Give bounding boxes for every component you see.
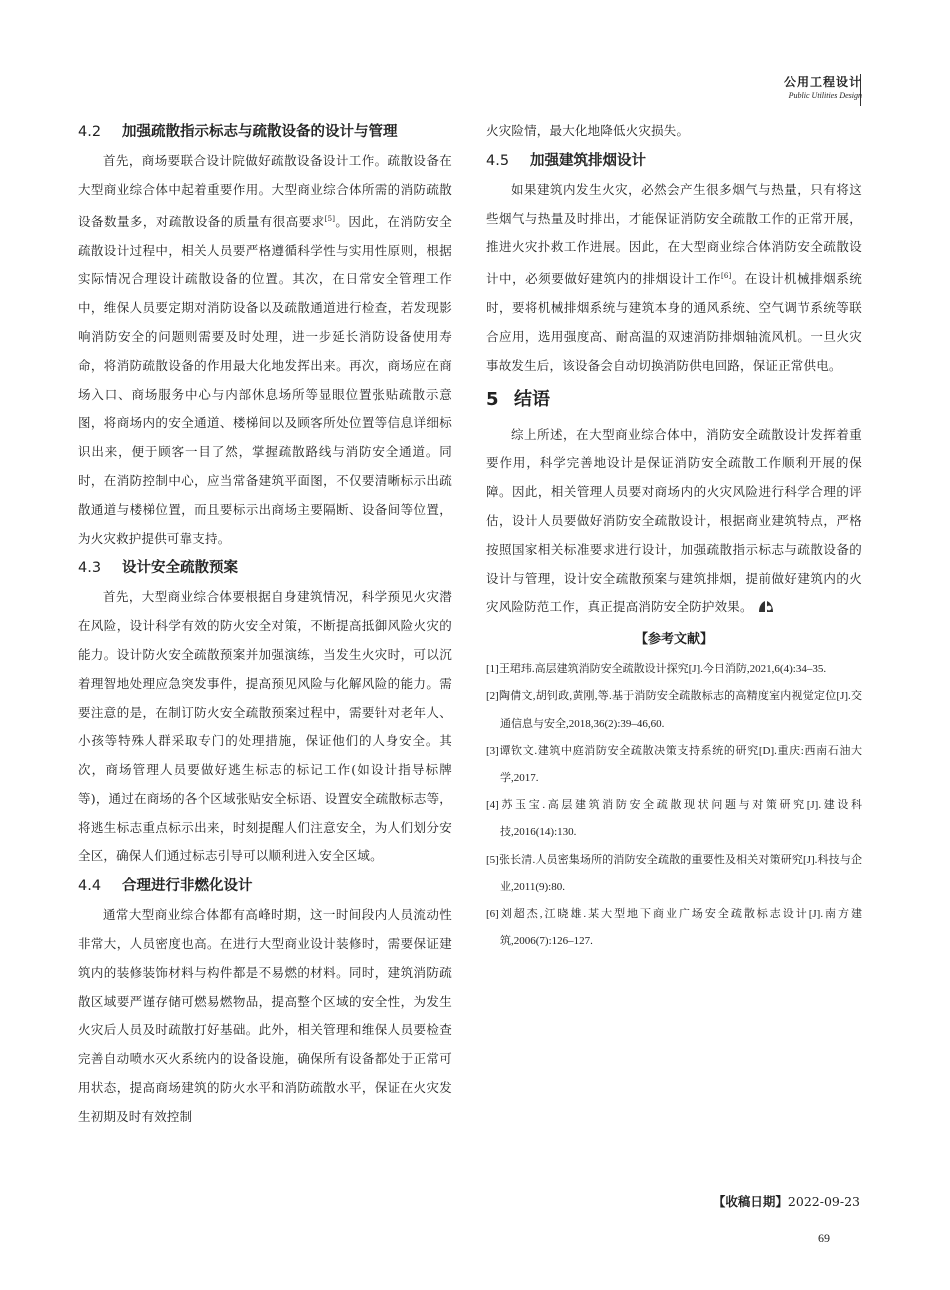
journal-title-cn: 公用工程设计 xyxy=(783,75,862,89)
section-heading-4-2 xyxy=(78,117,452,147)
section-heading-4-3 xyxy=(78,553,452,583)
paragraph-text: 首先，商场要联合设计院做好疏散设备设计工作。疏散设备在大型商业综合体中起着重要作用。大型商业综合体所需的消防疏散设备数量多，对疏散设备的质量有很高要求 xyxy=(78,153,452,229)
citation: [6] xyxy=(720,272,732,281)
section-heading-5 xyxy=(486,383,862,417)
received-value: 2022-09-23 xyxy=(787,1194,860,1209)
references-title: 【参考文献】 xyxy=(634,632,713,648)
paragraph-text: 综上所述，在大型商业综合体中，消防安全疏散设计发挥着重要作用，科学完善地设计是保证消防安全疏散工作顺利开展的保障。因此，相关管理人员要对商场内的火灾风险进行科学合理的评估，设计人员要做好消防安全疏散设计，根据商业建筑特点，严格按照国家相关标准要求进行设计，加强疏散指示标志与疏散设备的设计与管理，设计安全疏散预案与建筑排烟，提前做好建筑内的火灾风险防范工作，真正提高消防安全防护效果。 xyxy=(486,426,862,615)
section-number: 5 xyxy=(486,388,499,410)
reference-item: [5]张长清.人员密集场所的消防安全疏散的重要性及相关对策研究[J].科技与企业,2011(9):80. xyxy=(486,853,862,893)
reference-item: [4]苏玉宝.高层建筑消防安全疏散现状问题与对策研究[J].建设科技,2016(14):130. xyxy=(486,799,862,839)
citation: [5] xyxy=(324,214,336,223)
section-title: 结语 xyxy=(514,388,550,410)
journal-title-en: Public Utilities Design xyxy=(788,91,862,100)
reference-item: [1]王珺玮.高层建筑消防安全疏散设计探究[J].今日消防,2021,6(4):34–35. xyxy=(486,663,827,676)
section-heading-4-4 xyxy=(78,871,452,901)
section-title: 合理进行非燃化设计 xyxy=(122,878,253,895)
left-column xyxy=(78,117,452,1132)
section-number: 4.2 xyxy=(78,124,102,140)
section-title: 加强建筑排烟设计 xyxy=(530,152,646,169)
paragraph-text: 。因此，在消防安全疏散设计过程中，相关人员要严格遵循科学性与实用性原则，根据实际情况合理设计疏散设备的位置。其次，在日常安全管理工作中，维保人员要定期对消防设备以及疏散通道进行检查，若发现影响消防安全的问题则需要及时处理，进一步延长消防设备使用寿命，将消防疏散设备的作用最大化地发挥出来。再次，商场应在商场入口、商场服务中心与内部休息场所等显眼位置张贴疏散示意图，将商场内的安全通道、楼梯间以及顾客所处位置等信息详细标识出来，便于顾客一目了然，掌握疏散路线与消防安全通道。同时，在消防控制中心，应当常备建筑平面图，不仅要清晰标示出疏散通道与楼梯位置，而且要标示出商场主要隔断、设备间等位置，为火灾救护提供可靠支持。 xyxy=(78,213,452,546)
section-title: 设计安全疏散预案 xyxy=(122,560,238,577)
page-number: 69 xyxy=(818,1231,830,1245)
paragraph xyxy=(78,147,452,553)
received-date xyxy=(713,1193,860,1211)
paragraph-text: 。在设计机械排烟系统时，要将机械排烟系统与建筑本身的通风系统、空气调节系统等联合应用，选用强度高、耐高温的双速消防排烟轴流风机。一旦火灾事故发生后，该设备会自动切换消防供电回路，保证正常供电。 xyxy=(486,271,862,373)
end-mark-icon xyxy=(757,599,775,613)
right-column xyxy=(486,117,862,955)
section-heading-4-5 xyxy=(486,146,862,176)
received-label: 【收稿日期】 xyxy=(712,1194,788,1209)
section-number: 4.5 xyxy=(486,152,510,169)
section-number: 4.4 xyxy=(78,878,102,895)
running-header xyxy=(784,74,862,101)
section-title: 加强疏散指示标志与疏散设备的设计与管理 xyxy=(122,124,398,140)
paragraph xyxy=(486,176,862,381)
paragraph-continued: 火灾险情，最大化地降低火灾损失。 xyxy=(486,123,690,138)
paragraph-text: 如果建筑内发生火灾，必然会产生很多烟气与热量，只有将这些烟气与热量及时排出，才能保证消防安全疏散工作的正常开展，推进火灾扑救工作进展。因此，在大型商业综合体消防安全疏散设计中，必须要做好建筑内的排烟设计工作 xyxy=(486,181,862,287)
paragraph: 首先，大型商业综合体要根据自身建筑情况，科学预见火灾潜在风险，设计科学有效的防火安全对策，不断提高抵御风险火灾的能力。设计防火安全疏散预案并加强演练，当发生火灾时，可以沉着理智地处理应急突发事件，提高预见风险与化解风险的能力。需要注意的是，在制订防火安全疏散预案过程中，需要针对老年人、小孩等特殊人群采取专门的处理措施，保证他们的人身安全。其次，商场管理人员要做好逃生标志的标记工作(如设计指导标牌等)，通过在商场的各个区域张贴安全标语、设置安全疏散标志等，将逃生标志重点标示出来，时刻提醒人们注意安全，为人们划分安全区，确保人们通过标志引导可以顺利进入安全区域。 xyxy=(78,589,452,864)
section-number: 4.3 xyxy=(78,560,102,577)
reference-item: [3]谭钦文.建筑中庭消防安全疏散决策支持系统的研究[D].重庆:西南石油大学,2017. xyxy=(486,744,862,784)
reference-item: [2]陶倩文,胡钊政,黄刚,等.基于消防安全疏散标志的高精度室内视觉定位[J].交通信息与安全,2018,36(2):39–46,60. xyxy=(486,690,862,730)
paragraph xyxy=(486,421,862,623)
reference-item: [6]刘超杰,江晓雄.某大型地下商业广场安全疏散标志设计[J].南方建筑,2006(7):126–127. xyxy=(486,907,862,948)
paragraph: 通常大型商业综合体都有高峰时期，这一时间段内人员流动性非常大，人员密度也高。在进行大型商业设计装修时，需要保证建筑内的装修装饰材料与构件都是不易燃的材料。同时，建筑消防疏散区域要严谨存储可燃易燃物品，提高整个区域的安全性，为发生火灾后人员及时疏散打好基础。此外，相关管理和维保人员要检查完善自动喷水灭火系统内的设备设施，确保所有设备都处于正常可用状态，提高商场建筑的防火水平和消防疏散水平，保证在火灾发生初期及时有效控制 xyxy=(78,907,452,1124)
